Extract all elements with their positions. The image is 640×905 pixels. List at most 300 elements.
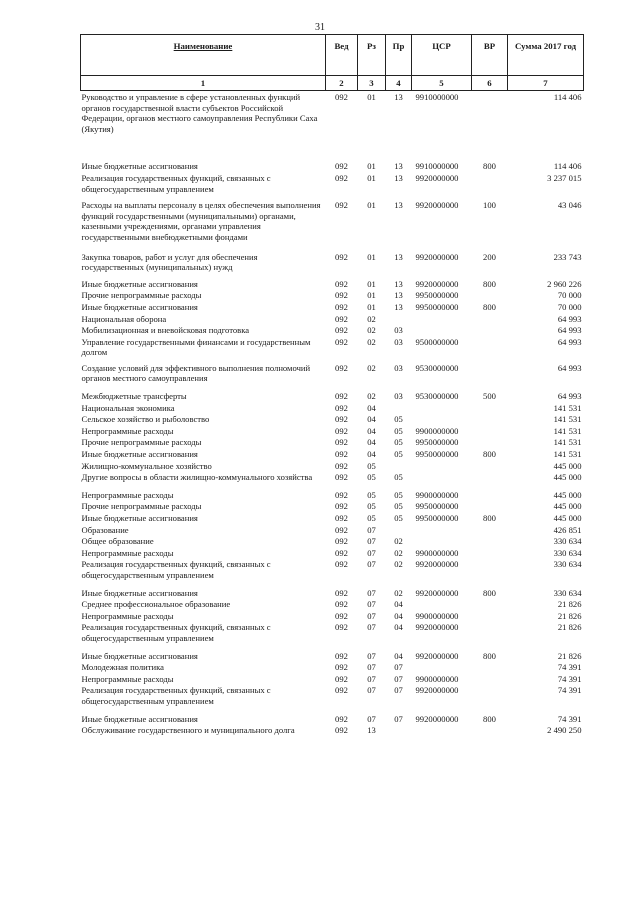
row-sum: 21 826 xyxy=(557,650,582,661)
row-pr: 04 xyxy=(394,650,403,661)
row-vr: 800 xyxy=(483,301,496,312)
row-csr: 9950000000 xyxy=(415,301,459,312)
table-header xyxy=(81,35,584,91)
row-rz: 01 xyxy=(367,278,376,289)
row-vr xyxy=(472,501,508,513)
table-row xyxy=(81,391,584,403)
row-sum: 74 391 xyxy=(557,713,582,724)
table-row xyxy=(81,714,584,726)
row-rz: 02 xyxy=(367,313,376,324)
header-vr: ВР xyxy=(472,35,508,76)
row-ved: 092 xyxy=(335,251,348,262)
row-rz: 04 xyxy=(367,414,376,425)
row-sum: 445 000 xyxy=(553,501,582,512)
row-rz: 07 xyxy=(367,650,376,661)
row-csr: 9950000000 xyxy=(415,513,459,523)
row-pr: 13 xyxy=(394,290,403,301)
row-pr: 04 xyxy=(394,610,403,621)
row-pr: 03 xyxy=(394,362,403,373)
row-sum: 141 531 xyxy=(553,402,582,413)
row-sum: 445 000 xyxy=(553,472,582,483)
row-rz: 02 xyxy=(367,391,376,402)
row-pr xyxy=(386,725,412,737)
table-row xyxy=(81,548,584,560)
row-csr: 9920000000 xyxy=(415,622,459,633)
row-vr xyxy=(472,426,508,438)
row-vr xyxy=(472,559,508,587)
row-rz: 07 xyxy=(367,610,376,621)
row-csr: 9950000000 xyxy=(415,449,459,460)
row-name: Иные бюджетные ассигнования xyxy=(81,161,198,172)
row-sum: 74 391 xyxy=(557,685,582,696)
row-sum: 445 000 xyxy=(553,489,582,500)
row-name: Другие вопросы в области жилищно-коммунального хозяйства xyxy=(81,472,313,483)
row-sum: 330 634 xyxy=(553,559,582,570)
row-pr: 05 xyxy=(394,513,403,523)
row-rz: 04 xyxy=(367,425,376,436)
row-rz: 04 xyxy=(367,449,376,460)
row-pr: 13 xyxy=(394,301,403,312)
table-row xyxy=(81,200,584,251)
row-name: Непрограммные расходы xyxy=(81,425,174,436)
table-row xyxy=(81,674,584,686)
row-name: Руководство и управление в сфере установленных функций органов государственной власти субъектов Российской Федерации, органов местного самоуправления Республики Саха (Якутия) xyxy=(81,92,318,134)
row-name: Жилищно-коммунальное хозяйство xyxy=(81,460,212,471)
header-ved: Вед xyxy=(326,35,358,76)
row-name: Управление государственными финансами и государственным долгом xyxy=(81,336,311,358)
row-sum: 114 406 xyxy=(553,161,582,172)
row-pr xyxy=(386,461,412,473)
row-ved: 092 xyxy=(335,92,348,102)
row-rz: 07 xyxy=(367,685,376,696)
row-rz: 05 xyxy=(367,460,376,471)
row-csr: 9900000000 xyxy=(415,673,459,684)
row-pr: 05 xyxy=(394,472,403,483)
table-row xyxy=(81,725,584,737)
row-name: Реализация государственных функций, связанных с общегосударственным управлением xyxy=(81,559,271,580)
row-ved: 092 xyxy=(335,437,348,448)
row-pr: 07 xyxy=(394,662,403,673)
row-pr xyxy=(386,403,412,415)
row-ved: 092 xyxy=(335,200,348,211)
row-pr: 13 xyxy=(394,200,403,211)
row-sum: 330 634 xyxy=(553,536,582,547)
row-pr: 05 xyxy=(394,501,403,512)
row-ved: 092 xyxy=(335,559,348,570)
row-name: Реализация государственных функций, связанных с общегосударственным управлением xyxy=(81,622,271,643)
row-pr: 02 xyxy=(394,559,403,570)
row-sum: 445 000 xyxy=(553,460,582,471)
row-pr: 05 xyxy=(394,437,403,448)
row-ved: 092 xyxy=(335,587,348,598)
row-sum: 21 826 xyxy=(557,610,582,621)
row-rz: 07 xyxy=(367,587,376,598)
row-sum: 2 490 250 xyxy=(547,725,582,736)
row-sum: 114 406 xyxy=(553,92,582,102)
row-pr: 07 xyxy=(394,673,403,684)
row-rz: 07 xyxy=(367,662,376,673)
row-name: Расходы на выплаты персоналу в целях обеспечения выполнения функций государственными (муниципальными) органами, казенными учреждениями, органами управления государственными внебюджетными фондами xyxy=(81,200,321,242)
row-sum: 21 826 xyxy=(557,622,582,633)
row-pr: 02 xyxy=(394,587,403,598)
table-row xyxy=(81,403,584,415)
table-row xyxy=(81,314,584,326)
row-rz: 05 xyxy=(367,489,376,500)
row-pr: 07 xyxy=(394,713,403,724)
row-pr: 13 xyxy=(394,251,403,262)
row-pr: 05 xyxy=(394,449,403,460)
row-name: Образование xyxy=(81,524,129,535)
row-name: Иные бюджетные ассигнования xyxy=(81,278,198,289)
row-sum: 43 046 xyxy=(557,200,582,211)
table-row xyxy=(81,279,584,291)
row-ved: 092 xyxy=(335,622,348,633)
row-vr xyxy=(472,461,508,473)
row-vr xyxy=(472,403,508,415)
row-vr: 800 xyxy=(483,650,496,661)
table-row xyxy=(81,290,584,302)
row-name: Иные бюджетные ассигнования xyxy=(81,449,198,460)
header-row xyxy=(81,35,584,76)
row-vr xyxy=(472,662,508,674)
row-csr: 9900000000 xyxy=(415,547,459,558)
row-name: Закупка товаров, работ и услуг для обеспечения государственных (муниципальных) нужд xyxy=(81,251,258,273)
row-ved: 092 xyxy=(335,662,348,673)
row-csr xyxy=(412,472,472,490)
column-number-row xyxy=(81,76,584,91)
column-number: 3 xyxy=(358,76,386,91)
row-name: Реализация государственных функций, связанных с общегосударственным управлением xyxy=(81,172,271,194)
row-ved: 092 xyxy=(335,402,348,413)
row-ved: 092 xyxy=(335,713,348,724)
header-name: Наименование xyxy=(81,35,326,76)
row-sum: 330 634 xyxy=(553,587,582,598)
table-row xyxy=(81,449,584,461)
row-name: Обслуживание государственного и муниципального долга xyxy=(81,725,295,736)
row-ved: 092 xyxy=(335,172,348,183)
row-vr xyxy=(472,91,508,162)
table-row xyxy=(81,559,584,587)
row-ved: 092 xyxy=(335,414,348,425)
row-sum: 445 000 xyxy=(553,513,582,523)
row-vr xyxy=(472,611,508,623)
row-name: Иные бюджетные ассигнования xyxy=(81,713,198,724)
row-name: Иные бюджетные ассигнования xyxy=(81,301,198,312)
row-rz: 01 xyxy=(367,251,376,262)
row-name: Непрограммные расходы xyxy=(81,547,174,558)
row-rz: 07 xyxy=(367,713,376,724)
row-rz: 07 xyxy=(367,599,376,610)
row-vr xyxy=(472,525,508,537)
row-ved: 092 xyxy=(335,472,348,483)
table-row xyxy=(81,536,584,548)
header-csr: ЦСР xyxy=(412,35,472,76)
row-pr: 03 xyxy=(394,325,403,336)
row-name: Сельское хозяйство и рыболовство xyxy=(81,414,210,425)
table-row xyxy=(81,91,584,162)
table-row xyxy=(81,472,584,490)
table-row xyxy=(81,622,584,650)
row-csr xyxy=(412,414,472,426)
row-name: Общее образование xyxy=(81,536,154,547)
table-row xyxy=(81,414,584,426)
row-rz: 01 xyxy=(367,301,376,312)
row-csr: 9530000000 xyxy=(415,391,459,402)
column-number: 4 xyxy=(386,76,412,91)
row-csr: 9910000000 xyxy=(415,92,459,102)
table-row xyxy=(81,437,584,449)
row-name: Прочие непрограммные расходы xyxy=(81,501,202,512)
row-ved: 092 xyxy=(335,336,348,347)
row-csr xyxy=(412,662,472,674)
row-ved: 092 xyxy=(335,391,348,402)
row-pr: 04 xyxy=(394,622,403,633)
row-pr xyxy=(386,314,412,326)
row-vr: 200 xyxy=(483,251,496,262)
column-number: 6 xyxy=(472,76,508,91)
row-ved: 092 xyxy=(335,313,348,324)
row-pr: 13 xyxy=(394,278,403,289)
row-sum: 64 993 xyxy=(557,362,582,373)
row-vr xyxy=(472,314,508,326)
row-vr: 800 xyxy=(483,161,496,172)
header-rz: Рз xyxy=(358,35,386,76)
table-row xyxy=(81,337,584,363)
row-rz: 02 xyxy=(367,325,376,336)
row-csr: 9900000000 xyxy=(415,425,459,436)
row-name: Непрограммные расходы xyxy=(81,610,174,621)
row-pr: 03 xyxy=(394,391,403,402)
table-row xyxy=(81,501,584,513)
row-name: Реализация государственных функций, связанных с общегосударственным управлением xyxy=(81,685,271,706)
row-name: Национальная оборона xyxy=(81,313,167,324)
row-vr: 800 xyxy=(483,449,496,460)
row-vr xyxy=(472,173,508,200)
row-csr xyxy=(412,536,472,548)
row-rz: 01 xyxy=(367,200,376,211)
row-rz: 05 xyxy=(367,501,376,512)
row-sum: 21 826 xyxy=(557,599,582,610)
table-row xyxy=(81,363,584,391)
row-csr: 9920000000 xyxy=(415,559,459,570)
row-vr xyxy=(472,363,508,391)
table-row xyxy=(81,461,584,473)
row-rz: 07 xyxy=(367,547,376,558)
row-csr: 9500000000 xyxy=(415,336,459,347)
row-pr: 13 xyxy=(394,92,403,102)
row-sum: 70 000 xyxy=(557,290,582,301)
table-row xyxy=(81,525,584,537)
row-sum: 3 237 015 xyxy=(547,172,582,183)
row-pr: 13 xyxy=(394,161,403,172)
row-vr xyxy=(472,599,508,611)
row-name: Прочие непрограммные расходы xyxy=(81,437,202,448)
row-sum: 141 531 xyxy=(553,414,582,425)
row-csr xyxy=(412,403,472,415)
row-ved: 092 xyxy=(335,449,348,460)
row-vr: 500 xyxy=(483,391,496,402)
row-rz: 07 xyxy=(367,524,376,535)
row-ved: 092 xyxy=(335,725,348,736)
row-pr: 13 xyxy=(394,172,403,183)
row-vr xyxy=(472,548,508,560)
page-number: 31 xyxy=(315,22,325,33)
row-name: Среднее профессиональное образование xyxy=(81,599,231,610)
column-number: 2 xyxy=(326,76,358,91)
row-ved: 092 xyxy=(335,489,348,500)
row-pr: 05 xyxy=(394,425,403,436)
row-sum: 141 531 xyxy=(553,449,582,460)
row-csr: 9920000000 xyxy=(415,713,459,724)
row-rz: 07 xyxy=(367,536,376,547)
row-name: Иные бюджетные ассигнования xyxy=(81,587,198,598)
row-vr: 100 xyxy=(483,200,496,211)
table-row xyxy=(81,302,584,314)
row-vr xyxy=(472,437,508,449)
row-sum: 64 993 xyxy=(557,313,582,324)
row-rz: 04 xyxy=(367,437,376,448)
row-sum: 330 634 xyxy=(553,547,582,558)
row-sum: 64 993 xyxy=(557,325,582,336)
row-rz: 07 xyxy=(367,673,376,684)
row-ved: 092 xyxy=(335,547,348,558)
row-name: Создание условий для эффективного выполнения полномочий органов местного самоуправления xyxy=(81,362,311,384)
row-csr: 9900000000 xyxy=(415,610,459,621)
row-vr xyxy=(472,337,508,363)
row-pr: 05 xyxy=(394,489,403,500)
row-ved: 092 xyxy=(335,536,348,547)
row-ved: 092 xyxy=(335,685,348,696)
row-rz: 01 xyxy=(367,172,376,183)
row-name: Молодежная политика xyxy=(81,662,164,673)
row-vr xyxy=(472,414,508,426)
row-name: Межбюджетные трансферты xyxy=(81,391,187,402)
row-vr xyxy=(472,490,508,502)
row-sum: 141 531 xyxy=(553,425,582,436)
row-sum: 233 743 xyxy=(553,251,582,262)
row-ved: 092 xyxy=(335,673,348,684)
row-pr: 05 xyxy=(394,414,403,425)
row-pr xyxy=(386,525,412,537)
table-row xyxy=(81,490,584,502)
row-csr: 9920000000 xyxy=(415,650,459,661)
row-name: Иные бюджетные ассигнования xyxy=(81,513,198,523)
budget-table xyxy=(80,34,584,737)
row-ved: 092 xyxy=(335,325,348,336)
row-ved: 092 xyxy=(335,650,348,661)
row-rz: 04 xyxy=(367,402,376,413)
row-vr xyxy=(472,622,508,650)
column-number: 7 xyxy=(508,76,584,91)
row-ved: 092 xyxy=(335,610,348,621)
row-sum: 74 391 xyxy=(557,662,582,673)
row-rz: 01 xyxy=(367,92,376,102)
row-rz: 01 xyxy=(367,290,376,301)
row-ved: 092 xyxy=(335,161,348,172)
row-ved: 092 xyxy=(335,501,348,512)
table-body xyxy=(81,91,584,737)
header-sum: Сумма 2017 год xyxy=(508,35,584,76)
row-pr: 03 xyxy=(394,336,403,347)
column-number: 1 xyxy=(81,76,326,91)
table-row xyxy=(81,513,584,525)
table-row xyxy=(81,161,584,173)
row-sum: 426 851 xyxy=(553,524,582,535)
row-csr: 9950000000 xyxy=(415,290,459,301)
row-vr xyxy=(472,685,508,713)
row-name: Национальная экономика xyxy=(81,402,175,413)
row-vr: 800 xyxy=(483,587,496,598)
row-csr xyxy=(412,525,472,537)
table-row xyxy=(81,685,584,713)
table-row xyxy=(81,325,584,337)
row-sum: 74 391 xyxy=(557,673,582,684)
row-vr: 800 xyxy=(483,713,496,724)
row-csr: 9530000000 xyxy=(415,362,459,373)
row-name: Мобилизационная и вневойсковая подготовка xyxy=(81,325,250,336)
row-csr xyxy=(412,325,472,337)
row-csr xyxy=(412,314,472,326)
row-sum: 64 993 xyxy=(557,391,582,402)
row-csr: 9900000000 xyxy=(415,489,459,500)
row-rz: 02 xyxy=(367,336,376,347)
table-row xyxy=(81,588,584,600)
row-rz: 05 xyxy=(367,513,376,523)
row-csr: 9910000000 xyxy=(415,161,459,172)
row-ved: 092 xyxy=(335,460,348,471)
row-vr: 800 xyxy=(483,513,496,523)
row-csr: 9950000000 xyxy=(415,501,459,512)
row-rz: 01 xyxy=(367,161,376,172)
table-row xyxy=(81,599,584,611)
column-number: 5 xyxy=(412,76,472,91)
row-pr: 07 xyxy=(394,685,403,696)
row-vr xyxy=(472,674,508,686)
row-csr: 9920000000 xyxy=(415,200,459,211)
row-csr: 9920000000 xyxy=(415,587,459,598)
row-name: Иные бюджетные ассигнования xyxy=(81,650,198,661)
table-row xyxy=(81,611,584,623)
row-ved: 092 xyxy=(335,301,348,312)
row-vr xyxy=(472,325,508,337)
row-ved: 092 xyxy=(335,278,348,289)
row-csr: 9950000000 xyxy=(415,437,459,448)
table-row xyxy=(81,252,584,279)
table-row xyxy=(81,651,584,663)
row-pr: 02 xyxy=(394,547,403,558)
row-vr xyxy=(472,472,508,490)
row-ved: 092 xyxy=(335,599,348,610)
row-csr xyxy=(412,461,472,473)
row-rz: 05 xyxy=(367,472,376,483)
row-rz: 07 xyxy=(367,559,376,570)
row-sum: 141 531 xyxy=(553,437,582,448)
row-csr xyxy=(412,725,472,737)
row-ved: 092 xyxy=(335,290,348,301)
row-pr: 02 xyxy=(394,536,403,547)
row-sum: 70 000 xyxy=(557,301,582,312)
row-vr xyxy=(472,536,508,548)
row-ved: 092 xyxy=(335,362,348,373)
row-vr xyxy=(472,290,508,302)
row-csr xyxy=(412,599,472,611)
row-csr: 9920000000 xyxy=(415,278,459,289)
row-vr xyxy=(472,725,508,737)
table-row xyxy=(81,426,584,438)
row-csr: 9920000000 xyxy=(415,172,459,183)
row-rz: 13 xyxy=(367,725,376,736)
row-ved: 092 xyxy=(335,425,348,436)
